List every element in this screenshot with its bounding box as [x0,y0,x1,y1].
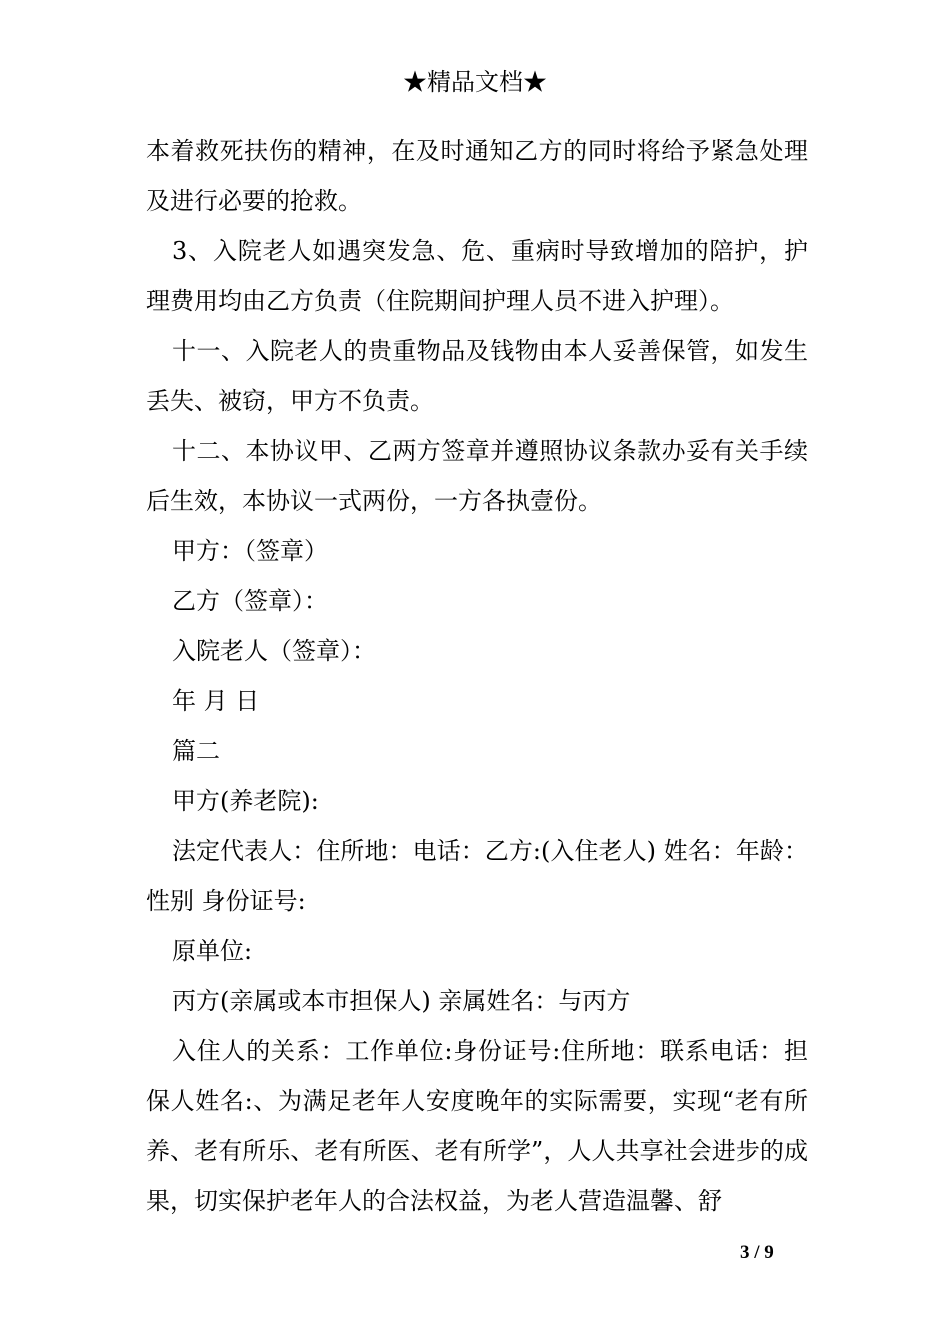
signature-line-party-b: 乙方（签章）： [172,587,328,615]
section-heading: 篇二 [172,737,220,765]
paragraph: 3、入院老人如遇突发急、危、重病时导致增加的陪护，护理费用均由乙方负责（住院期间护理人员不进入护理）。 [146,237,808,315]
document-body [146,126,808,1226]
paragraph: 入住人的关系：工作单位:身份证号:住所地：联系电话：担保人姓名:、为满足老年人安度晚年的实际需要，实现“老有所养、老有所乐、老有所医、老有所学”，人人共享社会进步的成果，切实保护老年人的合法权益，为老人营造温馨、舒 [146,1037,808,1215]
paragraph: 本着救死扶伤的精神，在及时通知乙方的同时将给予紧急处理及进行必要的抢救。 [146,137,808,215]
paragraph: 丙方(亲属或本市担保人) 亲属姓名：与丙方 [172,987,631,1015]
signature-line-resident: 入院老人（签章）： [172,637,376,665]
paragraph: 十一、入院老人的贵重物品及钱物由本人妥善保管，如发生丢失、被窃，甲方不负责。 [146,337,808,415]
page-header [0,62,950,102]
paragraph: 原单位: [172,937,253,965]
page-number [740,1241,774,1265]
date-line: 年 月 日 [172,687,260,715]
paragraph: 甲方(养老院): [172,787,319,815]
signature-line-party-a: 甲方：（签章） [172,537,328,565]
page-number-text: 3 / 9 [740,1242,774,1263]
header-title: ★精品文档★ [403,68,547,96]
paragraph: 法定代表人：住所地：电话：乙方:(入住老人) 姓名：年龄：性别 身份证号: [146,837,808,915]
paragraph: 十二、本协议甲、乙两方签章并遵照协议条款办妥有关手续后生效，本协议一式两份，一方各执壹份。 [146,437,808,515]
